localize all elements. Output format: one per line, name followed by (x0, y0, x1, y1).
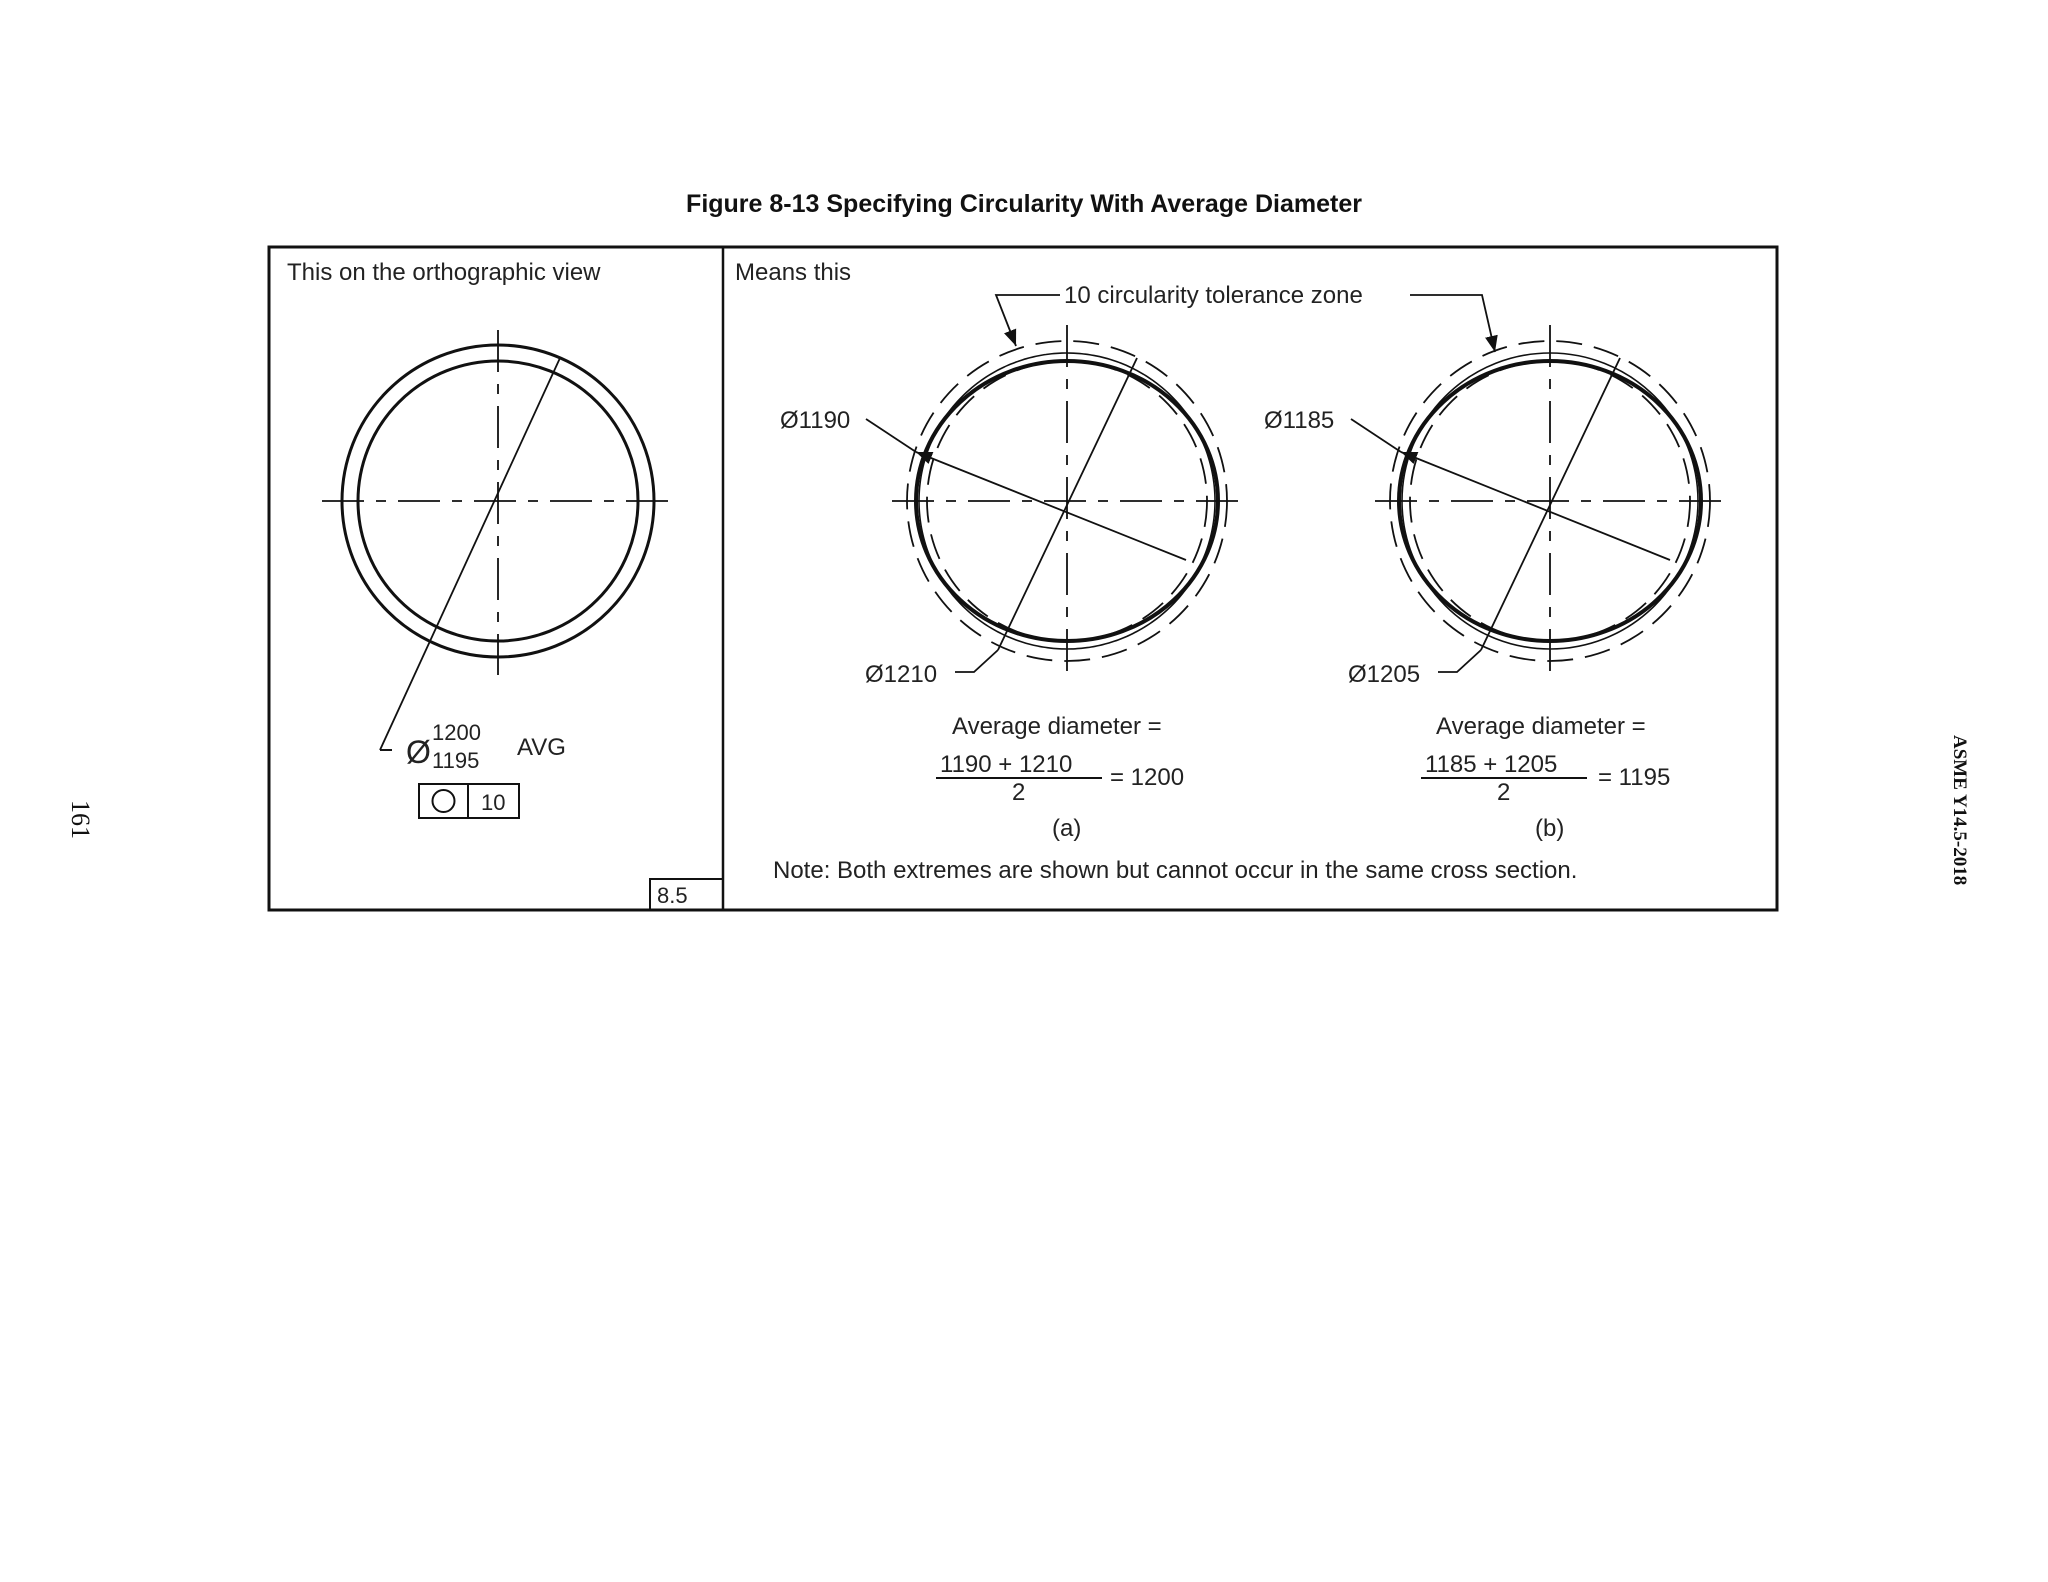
view-b-min-dim-line (1401, 452, 1670, 560)
dim-lower-limit: 1195 (432, 748, 480, 773)
cross-section-note: Note: Both extremes are shown but cannot occur in the same cross section. (773, 857, 1578, 884)
view-b-max-diameter: Ø1205 (1348, 661, 1421, 688)
view-a-min-leader (866, 419, 916, 452)
view-a-result: = 1200 (1110, 764, 1185, 791)
figure-title: Figure 8-13 Specifying Circularity With Average Diameter (686, 190, 1362, 218)
view-a-centerlines (892, 325, 1240, 675)
view-a-max-leader (955, 650, 998, 672)
view-b-numerator: 1185 + 1205 (1425, 751, 1558, 778)
center-lines (322, 330, 673, 675)
dim-upper-limit: 1200 (432, 720, 481, 745)
view-b-max-leader (1438, 650, 1481, 672)
left-panel (287, 259, 688, 908)
view-b-denominator: 2 (1497, 779, 1511, 806)
view-a-caption: (a) (1052, 815, 1082, 842)
right-panel (735, 259, 1723, 884)
view-b-min-diameter: Ø1185 (1264, 407, 1335, 434)
view-b-centerlines (1375, 325, 1723, 675)
fcf-tolerance-value: 10 (481, 790, 506, 815)
view-a-average-label: Average diameter = (952, 713, 1162, 740)
diameter-dimension (406, 720, 566, 773)
view-b-average-label: Average diameter = (1436, 713, 1646, 740)
view-a-max-diameter: Ø1210 (865, 661, 938, 688)
view-a-min-dim-line (916, 452, 1186, 560)
view-b-result: = 1195 (1598, 764, 1671, 791)
right-panel-heading: Means this (735, 259, 852, 286)
feature-control-frame (419, 784, 519, 818)
figure-reference: 8.5 (657, 883, 688, 908)
view-b-caption: (b) (1535, 815, 1565, 842)
left-panel-heading: This on the orthographic view (287, 259, 601, 286)
diameter-symbol: Ø (406, 734, 431, 770)
tolerance-zone-label: 10 circularity tolerance zone (1064, 282, 1363, 309)
view-a-denominator: 2 (1012, 779, 1026, 806)
page-number: 161 (66, 800, 95, 839)
view-b-min-leader (1351, 419, 1401, 452)
circularity-icon (433, 790, 455, 812)
leader-line (380, 358, 560, 750)
view-a-numerator: 1190 + 1210 (940, 751, 1073, 778)
dim-avg-suffix: AVG (517, 734, 566, 761)
running-header: ASME Y14.5-2018 (1949, 735, 1970, 886)
view-a-min-diameter: Ø1190 (780, 407, 851, 434)
view-b (1264, 325, 1723, 842)
view-a (780, 325, 1240, 842)
